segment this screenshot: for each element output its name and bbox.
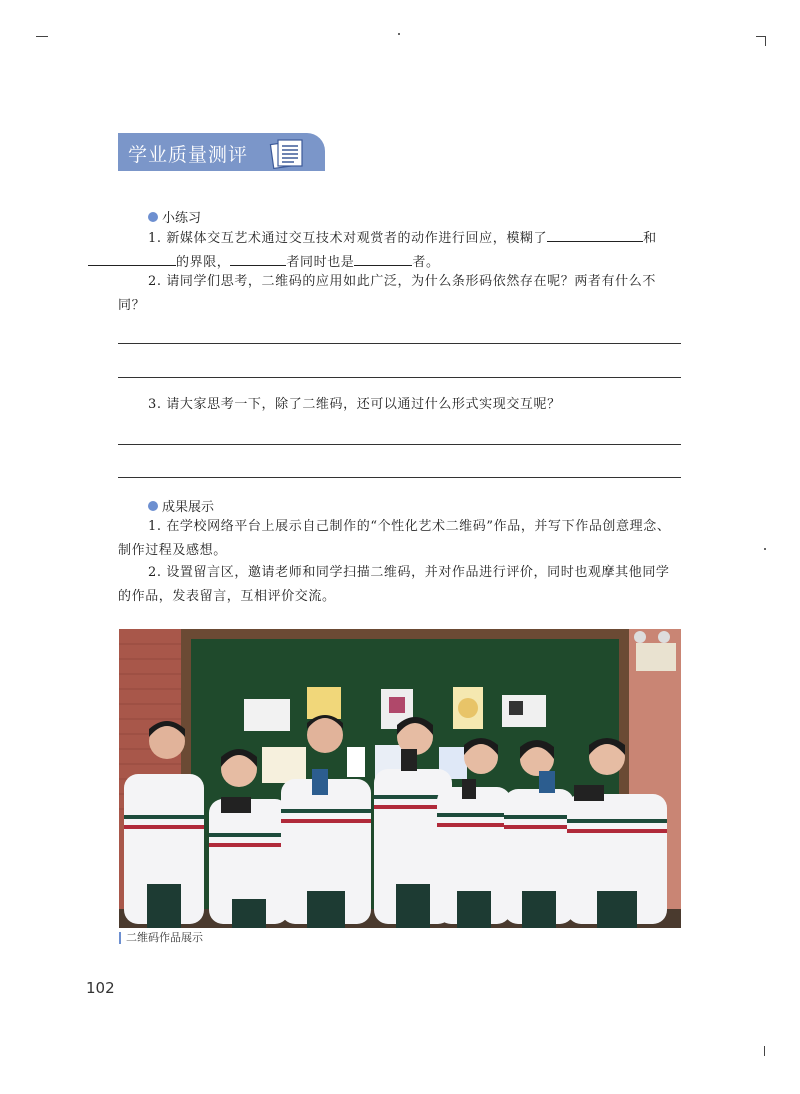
question-1-text-a: 1. 新媒体交互艺术通过交互技术对观赏者的动作进行回应，模糊了 [148, 231, 548, 246]
class-photo [119, 629, 681, 928]
question-1-text-c: 的界限， [176, 255, 231, 270]
question-1-text-e: 者。 [412, 255, 440, 270]
answer-blank [88, 252, 176, 266]
answer-blank [354, 252, 412, 266]
section-banner [118, 133, 325, 171]
question-3: 3. 请大家思考一下，除了二维码，还可以通过什么形式实现交互呢？ [148, 397, 561, 412]
answer-line [118, 477, 681, 478]
section-title: 学业质量测评 [128, 144, 249, 166]
answer-line [118, 343, 681, 344]
document-stack-icon [268, 137, 308, 169]
crop-mark [765, 36, 766, 46]
photo-caption: 二维码作品展示 [119, 932, 203, 944]
question-1 [118, 227, 683, 275]
crop-mark [764, 548, 766, 550]
answer-blank [547, 228, 643, 242]
crop-mark [36, 36, 48, 37]
answer-line [118, 377, 681, 378]
crop-mark [398, 33, 400, 35]
practice-heading [148, 207, 201, 226]
bullet-icon [148, 501, 158, 511]
practice-heading-text: 小练习 [162, 211, 202, 226]
bullet-icon [148, 212, 158, 222]
question-1-text-d: 者同时也是 [286, 255, 355, 270]
showcase-heading [148, 496, 214, 515]
question-1-text-b: 和 [643, 231, 657, 246]
showcase-item-2: 2. 设置留言区，邀请老师和同学扫描二维码，并对作品进行评价，同时也观摩其他同学的作品，发表留言，互相评价交流。 [118, 565, 670, 604]
question-2: 2. 请同学们思考，二维码的应用如此广泛，为什么条形码依然存在呢？两者有什么不同？ [118, 274, 656, 313]
showcase-item-1: 1. 在学校网络平台上展示自己制作的“个性化艺术二维码”作品，并写下作品创意理念、制作过程及感想。 [118, 519, 671, 558]
answer-line [118, 444, 681, 445]
class-photo-illustration [119, 629, 681, 928]
showcase-heading-text: 成果展示 [162, 500, 215, 515]
page-number: 102 [86, 979, 115, 997]
answer-blank [230, 252, 286, 266]
crop-mark [764, 1046, 765, 1056]
